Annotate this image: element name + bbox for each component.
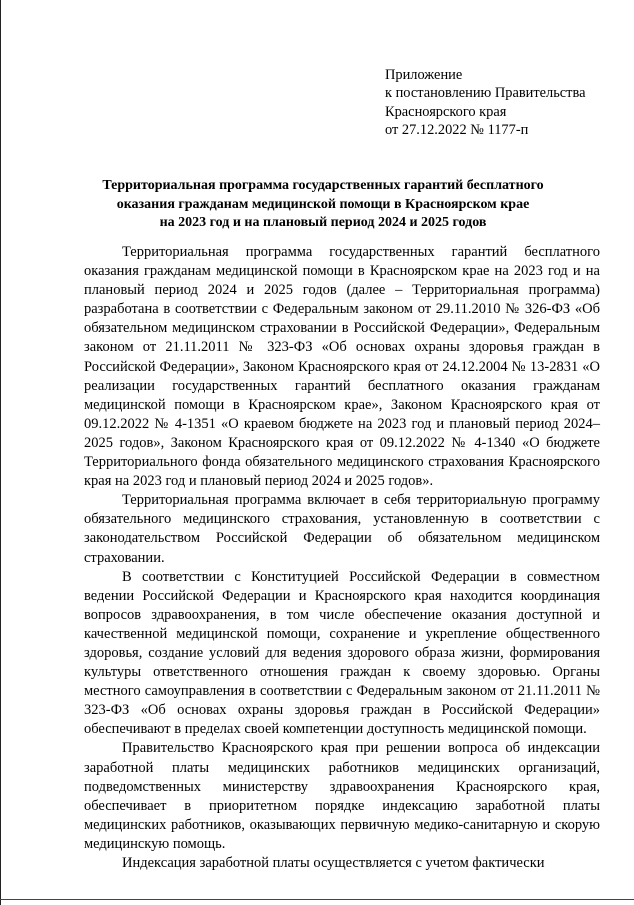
title-line-3: на 2023 год и на плановый период 2024 и 2025 годов <box>159 215 487 231</box>
document-body <box>84 243 600 873</box>
page-left-edge <box>0 0 1 905</box>
appendix-block <box>385 66 625 139</box>
appendix-heading: Приложение <box>385 67 463 83</box>
paragraph-4: Правительство Красноярского края при решении вопроса об индексации заработной платы медицинских работников медицинских организаций, подведомственных министерству здравоохранения Красноярского края, обеспечивает в приоритетном порядке индексацию заработной платы медицинских работников, оказывающих первичную медико-санитарную и скорую медицинскую помощь. <box>84 740 600 852</box>
page-bottom-edge <box>0 899 634 900</box>
paragraph-5: Индексация заработной платы осуществляется с учетом фактически <box>122 855 545 871</box>
paragraph-2: Территориальная программа включает в себя территориальную программу обязательного медицинского страхования, установленную в соответствии с законодательством Российской Федерации об обязательном медицинском страховании. <box>84 492 600 566</box>
appendix-reference: к постановлению Правительства <box>385 85 586 102</box>
appendix-date-number: от 27.12.2022 № 1177-п <box>385 121 529 138</box>
title-line-2: оказания гражданам медицинской помощи в Красноярском крае <box>116 196 530 212</box>
paragraph-3: В соответствии с Конституцией Российской Федерации в совместном ведении Российской Федерации и Красноярского края находится координация вопросов здравоохранения, в том числе обеспечение оказания доступной и качественной медицинской помощи, сохранение и укрепление общественного здоровья, создание условий для ведения здорового образа жизни, формирования культуры ответственного отношения граждан к своему здоровью. Органы местного самоуправления в соответствии с Федеральным законом от 21.11.2011 № 323-ФЗ «Об основах охраны здоровья граждан в Российской Федерации» обеспечивают в пределах своей компетенции доступность медицинской помощи. <box>84 568 600 738</box>
document-title <box>86 177 560 233</box>
title-line-1: Территориальная программа государственных гарантий бесплатного <box>102 178 544 193</box>
paragraph-1: Территориальная программа государственных гарантий бесплатного оказания гражданам медицинской помощи в Красноярском крае на 2023 год и на плановый период 2024 и 2025 годов (далее – Территориальная программа) разработана в соответствии с Федеральным законом от 29.11.2010 № 326-ФЗ «Об обязательном медицинском страховании в Российской Федерации», Федеральным законом от 21.11.2011 № 323-ФЗ «Об основах охраны здоровья граждан в Российской Федерации», Законом Красноярского края от 24.12.2004 № 13-2831 «О реализации государственных гарантий бесплатного оказания гражданам медицинской помощи в Красноярском крае», Законом Красноярского края от 09.12.2022 № 4-1351 «О краевом бюджете на 2023 год и плановый период 2024–2025 годов», Законом Красноярского края от 09.12.2022 № 4-1340 «О бюджете Территориального фонда обязательного медицинского страхования Красноярского края на 2023 год и плановый период 2024 и 2025 годов». <box>84 244 600 490</box>
appendix-region: Красноярского края <box>385 103 507 120</box>
